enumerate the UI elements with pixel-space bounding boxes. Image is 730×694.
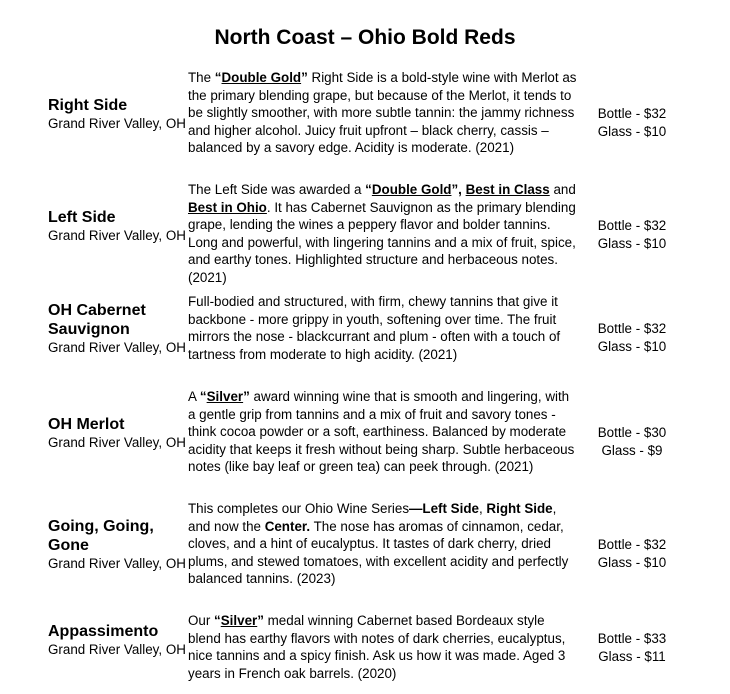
wine-description: Full-bodied and structured, with firm, chewy tannins that give it backbone - more grippy in youth, softening over time. The fruit mirrors the nose - blackcurrant and plum - often with a touch of tartness from moderate to high acidity. (2021) bbox=[188, 294, 561, 362]
wine-name: OH Merlot bbox=[48, 416, 125, 433]
wine-name: OH Cabernet Sauvignon bbox=[48, 302, 146, 338]
wine-name-block bbox=[48, 301, 188, 357]
bottle-price: Bottle - $32 bbox=[597, 321, 667, 336]
wine-name: Right Side bbox=[48, 97, 128, 114]
wine-region: Grand River Valley, OH bbox=[48, 116, 186, 131]
bottle-price: Bottle - $33 bbox=[597, 631, 667, 646]
wine-name: Going, Going, Gone bbox=[48, 518, 154, 554]
glass-price: Glass - $10 bbox=[597, 338, 667, 354]
wine-region: Grand River Valley, OH bbox=[48, 340, 186, 355]
price-block bbox=[582, 105, 682, 140]
price-block bbox=[582, 536, 682, 571]
price-block bbox=[582, 217, 682, 252]
price-block bbox=[582, 320, 682, 355]
bottle-price: Bottle - $32 bbox=[597, 218, 667, 233]
wine-description: This completes our Ohio Wine Series—Left Side, Right Side, and now the Center. The nose has aromas of cinnamon, cedar, cloves, and a hint of eucalyptus. It tastes of dark cherry, dried plums, and stewed tomatoes, with excellent acidity and perfectly balanced tannins. (2023) bbox=[188, 501, 569, 587]
glass-price: Glass - $9 bbox=[601, 442, 663, 458]
wine-region: Grand River Valley, OH bbox=[48, 228, 186, 243]
glass-price: Glass - $10 bbox=[597, 235, 667, 251]
wine-name: Appassimento bbox=[48, 623, 159, 640]
wine-region: Grand River Valley, OH bbox=[48, 435, 186, 450]
wine-description: Our “Silver” medal winning Cabernet based Bordeaux style blend has earthy flavors with notes of dark cherries, eucalyptus, nice tannins and a spicy finish. Ask us how it was made. Aged 3 years in French oak barrels. (2020) bbox=[188, 613, 566, 681]
wine-name-block bbox=[48, 96, 188, 133]
glass-price: Glass - $11 bbox=[598, 648, 666, 664]
glass-price: Glass - $10 bbox=[597, 554, 667, 570]
wine-description: A “Silver” award winning wine that is smooth and lingering, with a gentle grip from tannins and a mix of fruit and savory tones - think cocoa powder or a soft, earthiness. Balanced by moderate acidity that keeps it fresh without being sharp. Subtle herbaceous notes (like bay leaf or green tea) can peek through. (2021) bbox=[188, 389, 575, 475]
wine-region: Grand River Valley, OH bbox=[48, 642, 186, 657]
wine-description: The “Double Gold” Right Side is a bold-style wine with Merlot as the primary blending grape, but because of the Merlot, it tends to be slightly smoother, with more subtle tannin: the jammy richness and higher alcohol. Juicy fruit upfront – black cherry, cassis – balanced by a savory edge. Acidity is moderate. (2021) bbox=[188, 70, 577, 156]
bottle-price: Bottle - $30 bbox=[597, 425, 667, 440]
wine-name: Left Side bbox=[48, 209, 116, 226]
wine-name-block bbox=[48, 517, 188, 573]
wine-region: Grand River Valley, OH bbox=[48, 556, 186, 571]
bottle-price: Bottle - $32 bbox=[597, 106, 667, 121]
bottle-price: Bottle - $32 bbox=[597, 537, 667, 552]
glass-price: Glass - $10 bbox=[597, 123, 667, 139]
wine-name-block bbox=[48, 622, 188, 659]
wine-description: The Left Side was awarded a “Double Gold”, Best in Class and Best in Ohio. It has Cabernet Sauvignon as the primary blending grape, lending the wines a peppery flavor and bolder tannins. Long and powerful, with lingering tannins and a mix of fruit, spice, and earthy tones. Highlighted structure and herbaceous notes. (2021) bbox=[188, 182, 576, 285]
wine-name-block bbox=[48, 415, 188, 452]
price-block bbox=[582, 424, 682, 459]
price-block bbox=[582, 630, 682, 665]
page-title: North Coast – Ohio Bold Reds bbox=[214, 26, 516, 49]
wine-name-block bbox=[48, 208, 188, 245]
